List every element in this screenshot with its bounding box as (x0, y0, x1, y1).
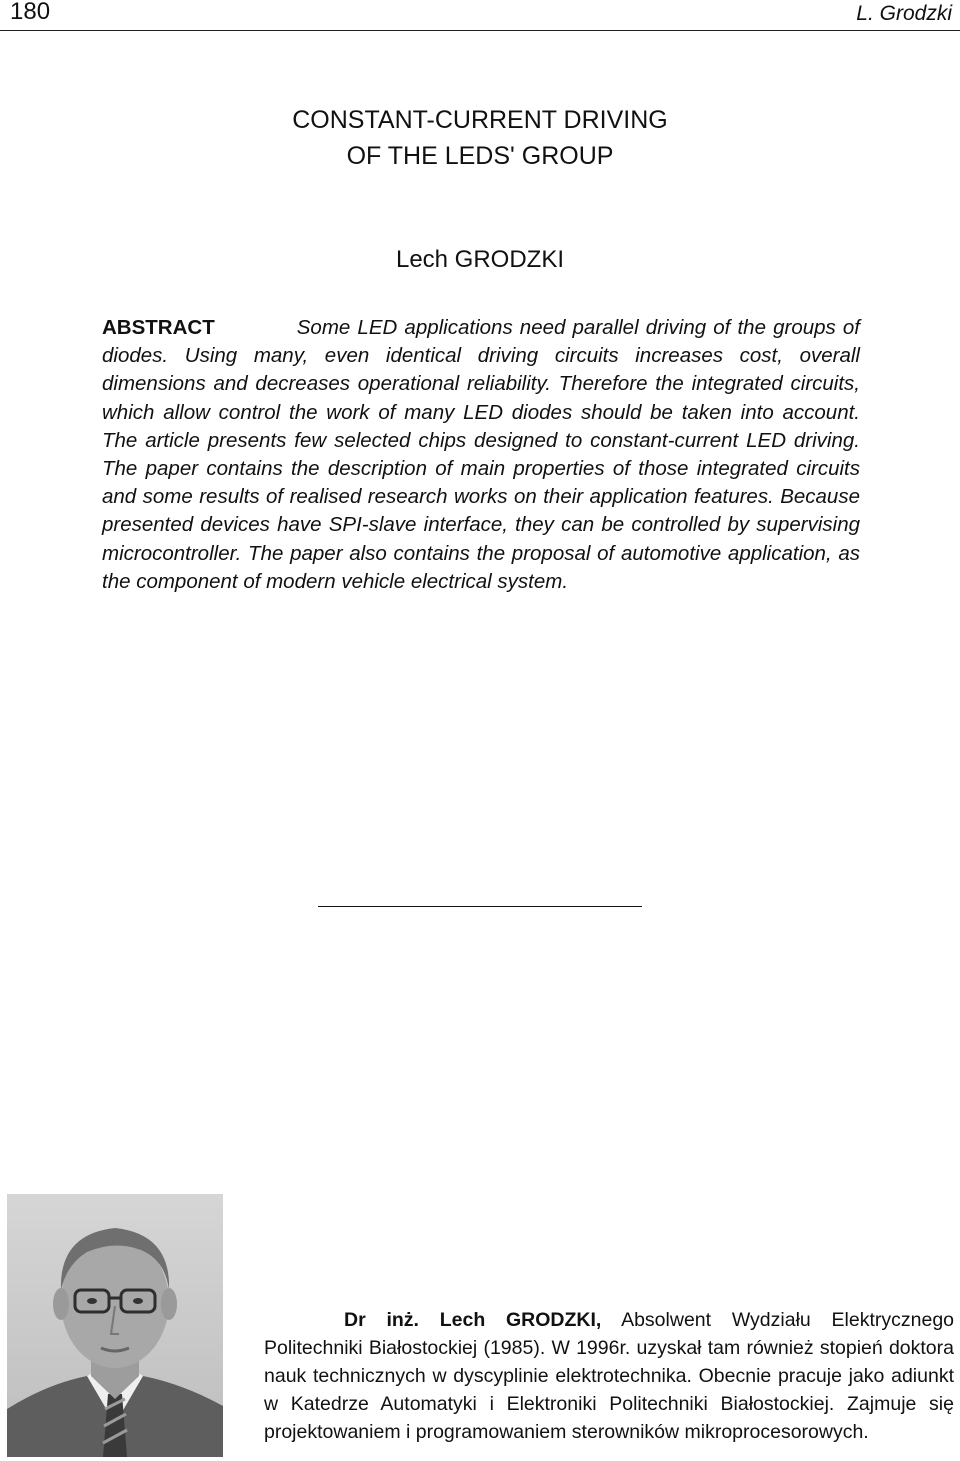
bio-name: Dr inż. Lech GRODZKI, (344, 1309, 602, 1331)
running-head: L. Grodzki (856, 2, 952, 25)
paper-title (0, 102, 960, 174)
title-line-2: OF THE LEDS' GROUP (346, 142, 614, 170)
abstract-text: Some LED applications need parallel driving of the groups of diodes. Using many, even identical driving circuits increases cost, overall dimensions and decreases operational reliability. Therefore the integrated circuits, which allow control the work of many LED diodes should be taken into account. The article presents few selected chips designed to constant-current LED driving. The paper contains the description of main properties of those integrated circuits and some results of realised research works on their application features. Because presented devices have SPI-slave interface, they can be controlled by supervising microcontroller. The paper also contains the proposal of automotive application, as the component of modern vehicle electrical system. (102, 316, 860, 593)
author-portrait-icon (7, 1194, 223, 1457)
footnote-rule (318, 906, 642, 907)
author-bio (264, 1306, 954, 1446)
abstract (102, 314, 860, 596)
title-line-1: CONSTANT-CURRENT DRIVING (292, 106, 668, 134)
page-header (0, 0, 960, 31)
author-photo (7, 1194, 223, 1457)
abstract-label: ABSTRACT (102, 316, 215, 339)
page-number: 180 (10, 0, 51, 25)
author-name: Lech GRODZKI (395, 246, 565, 273)
bio-text: Absolwent Wydziału Elektrycznego Politechniki Białostockiej (1985). W 1996r. uzyskał tam również stopień doktora nauk technicznych w dyscyplinie elektrotechnika. Obecnie pracuje jako adiunkt w Katedrze Automatyki i Elektroniki Politechniki Białostockiej. Zajmuje się projektowaniem i programowaniem sterowników mikroprocesorowych. (264, 1309, 955, 1443)
